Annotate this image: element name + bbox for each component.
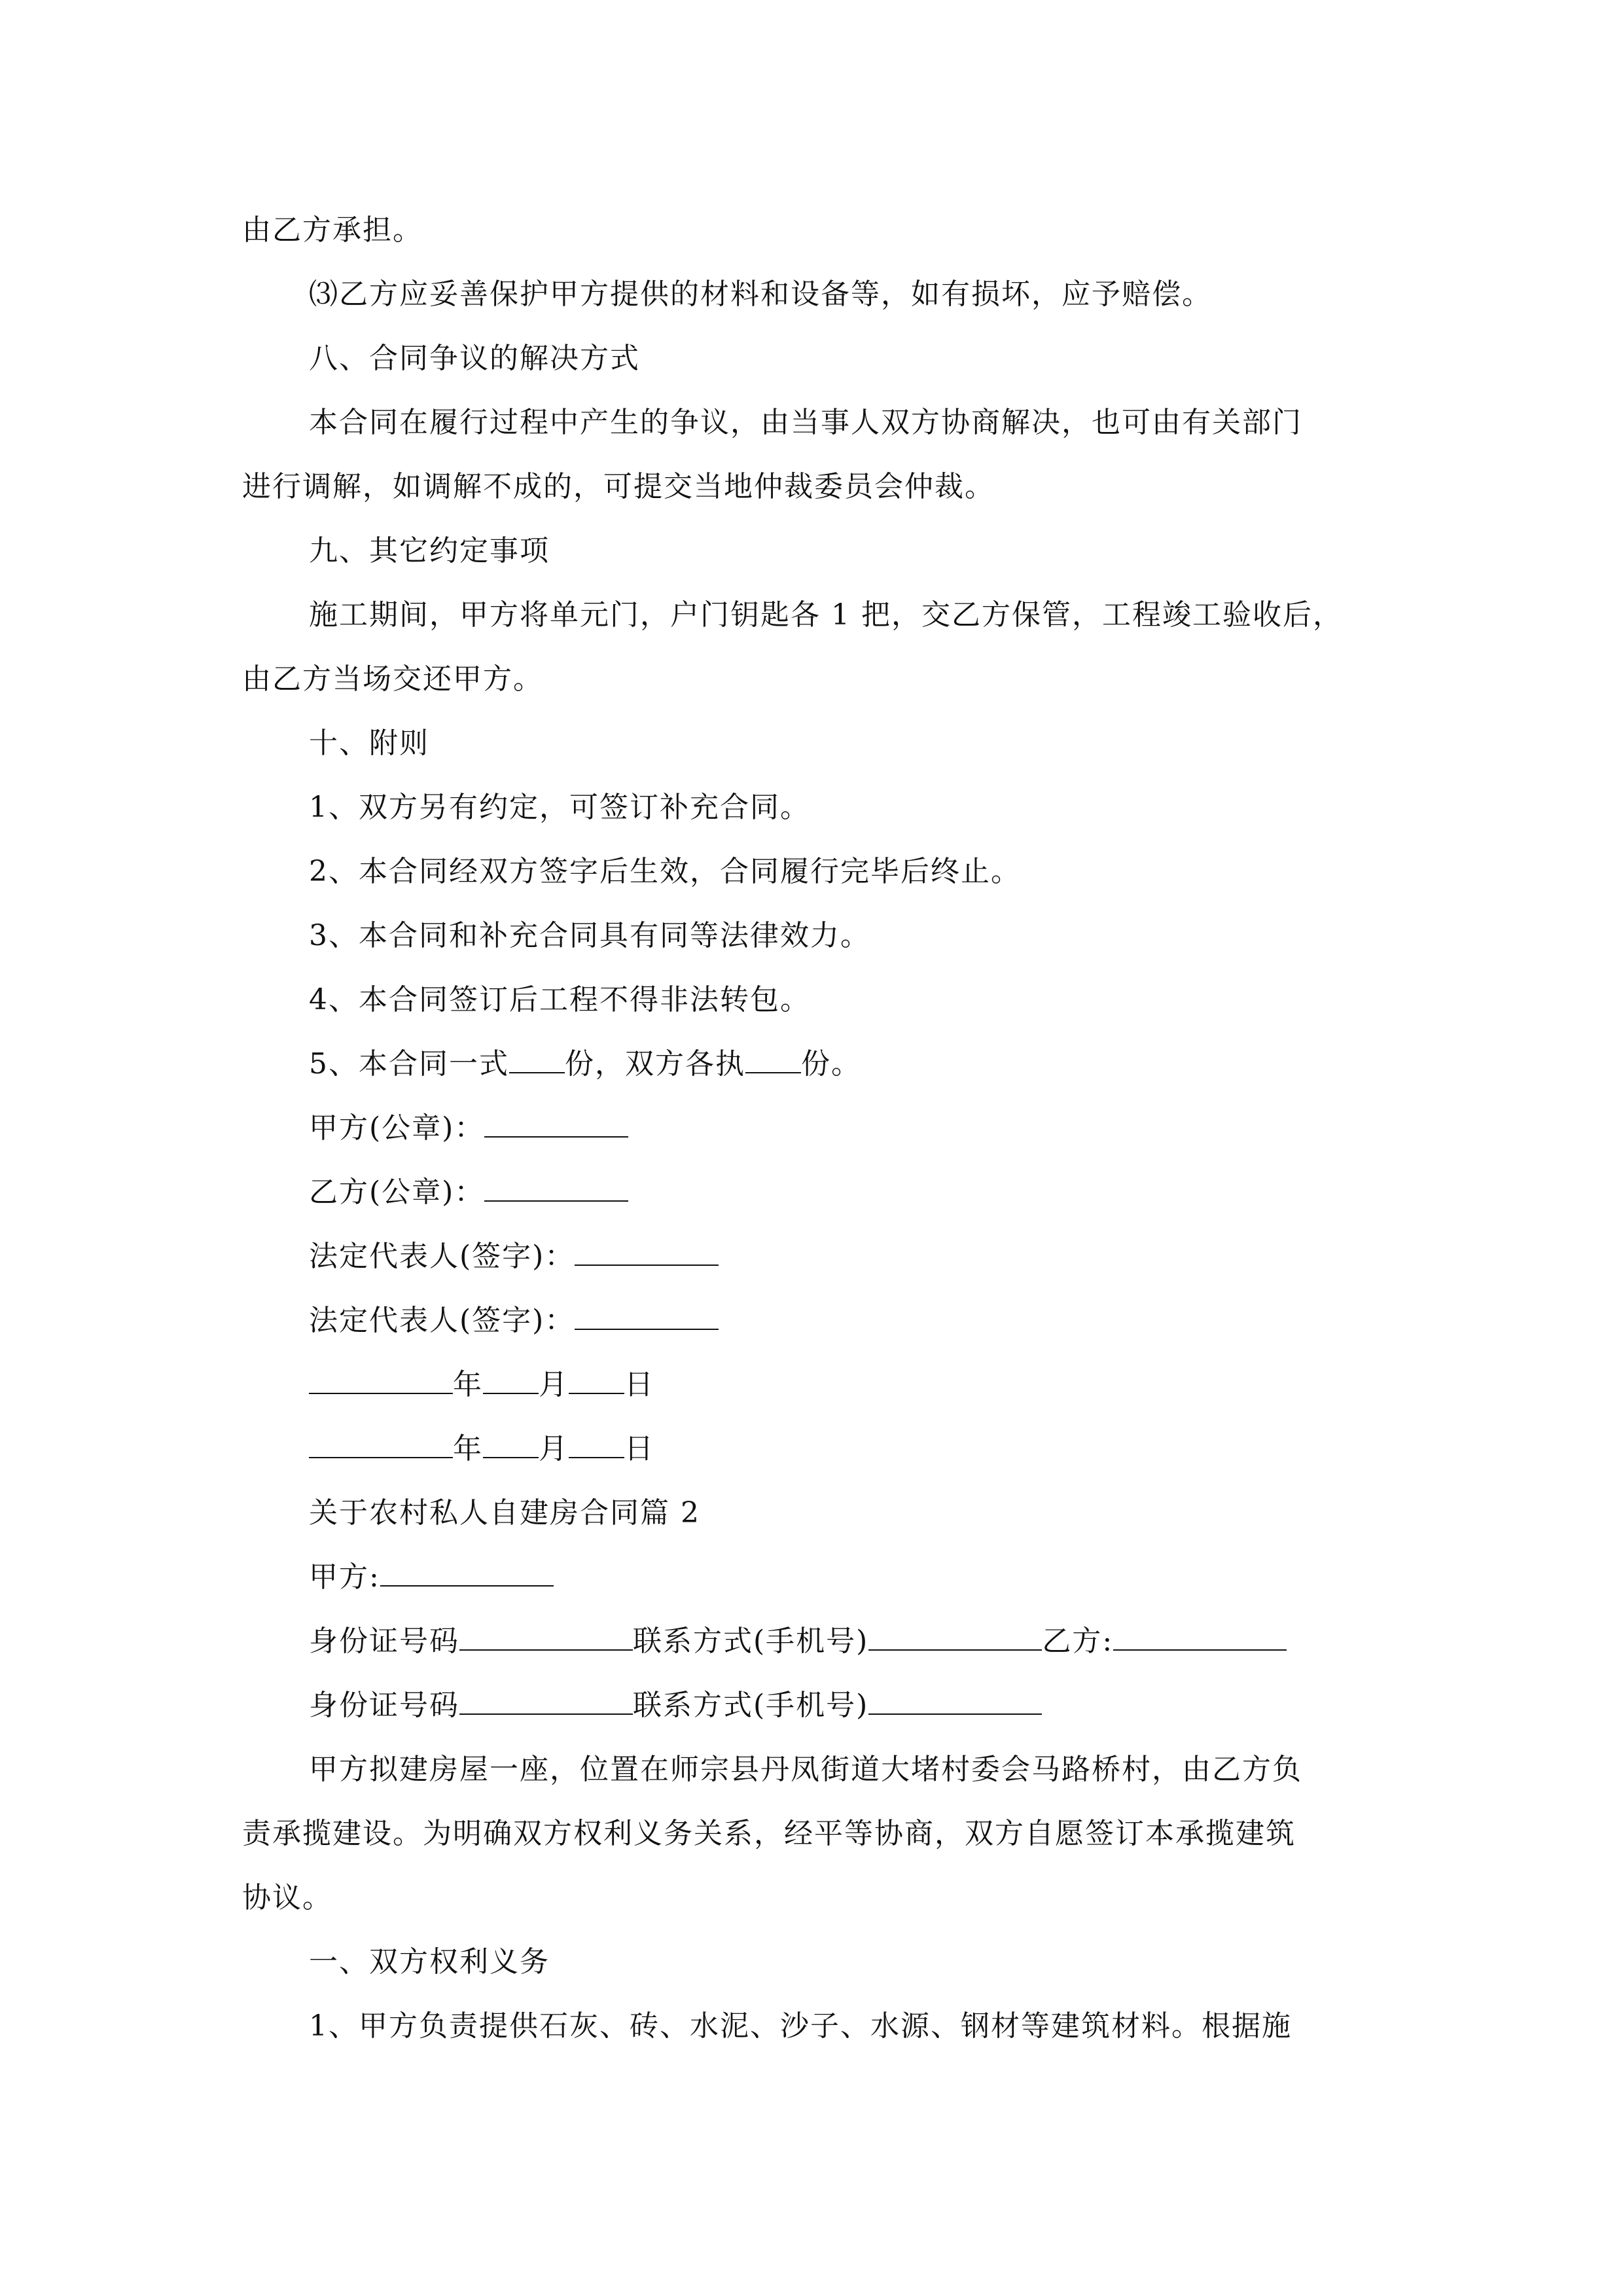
paragraph-line: 施工期间，甲方将单元门，户门钥匙各 1 把，交乙方保管，工程竣工验收后， xyxy=(309,598,1343,632)
paragraph-line: 由乙方承担。 xyxy=(242,213,423,247)
copies-text: 5、本合同一式 xyxy=(309,1047,509,1081)
contact-label: 联系方式(手机号) xyxy=(633,1624,869,1658)
signature-line-representative xyxy=(309,1237,719,1276)
year-blank xyxy=(309,1431,453,1458)
day-label: 日 xyxy=(624,1368,654,1401)
day-blank xyxy=(569,1367,624,1394)
party-a-blank xyxy=(380,1559,554,1587)
signature-label: 法定代表人(签字)： xyxy=(309,1304,575,1337)
signature-blank xyxy=(484,1110,628,1138)
day-label: 日 xyxy=(624,1432,654,1465)
paragraph-line: ⑶乙方应妥善保护甲方提供的材料和设备等，如有损坏，应予赔偿。 xyxy=(309,278,1212,311)
paragraph-line: 本合同在履行过程中产生的争议，由当事人双方协商解决，也可由有关部门 xyxy=(309,406,1302,439)
signature-line-representative xyxy=(309,1301,719,1340)
id-contact-line xyxy=(309,1622,1287,1661)
id-blank xyxy=(459,1687,633,1715)
month-blank xyxy=(483,1431,539,1458)
section-heading: 一、双方权利义务 xyxy=(309,1945,550,1979)
signature-blank xyxy=(484,1174,628,1202)
contract-title: 关于农村私人自建房合同篇 2 xyxy=(309,1496,700,1530)
list-item: 3、本合同和补充合同具有同等法律效力。 xyxy=(309,919,870,952)
date-line xyxy=(309,1429,654,1469)
signature-blank xyxy=(575,1238,719,1266)
month-label: 月 xyxy=(539,1432,569,1465)
paragraph-line: 由乙方当场交还甲方。 xyxy=(242,662,543,696)
copies-text: 份。 xyxy=(801,1047,861,1081)
list-item: 2、本合同经双方签字后生效，合同履行完毕后终止。 xyxy=(309,855,1021,888)
signature-label: 乙方(公章)： xyxy=(309,1175,485,1209)
id-blank xyxy=(459,1623,633,1651)
signature-blank xyxy=(575,1302,719,1330)
id-label: 身份证号码 xyxy=(309,1689,459,1722)
contact-blank xyxy=(868,1623,1042,1651)
signature-label: 甲方(公章)： xyxy=(309,1111,485,1145)
month-blank xyxy=(483,1367,539,1394)
paragraph-line: 责承揽建设。为明确双方权利义务关系，经平等协商，双方自愿签订本承揽建筑 xyxy=(242,1817,1296,1850)
copies-blank xyxy=(509,1046,565,1073)
signature-label: 法定代表人(签字)： xyxy=(309,1240,575,1273)
party-a-line xyxy=(309,1558,554,1597)
paragraph-line: 1、甲方负责提供石灰、砖、水泥、沙子、水源、钢材等建筑材料。根据施 xyxy=(309,2009,1292,2043)
contact-label: 联系方式(手机号) xyxy=(633,1689,869,1722)
party-a-label: 甲方: xyxy=(309,1560,380,1594)
section-heading: 九、其它约定事项 xyxy=(309,534,550,567)
signature-line-party-b xyxy=(309,1173,628,1212)
paragraph-line: 协议。 xyxy=(242,1881,332,1914)
date-line xyxy=(309,1365,654,1405)
day-blank xyxy=(569,1431,624,1458)
copies-text: 份，双方各执 xyxy=(565,1047,745,1081)
section-heading: 十、附则 xyxy=(309,726,429,760)
party-b-label: 乙方: xyxy=(1042,1624,1114,1658)
section-heading: 八、合同争议的解决方式 xyxy=(309,342,640,375)
party-b-blank xyxy=(1113,1623,1287,1651)
year-label: 年 xyxy=(453,1432,483,1465)
id-label: 身份证号码 xyxy=(309,1624,459,1658)
id-contact-line xyxy=(309,1686,1042,1725)
contact-blank xyxy=(868,1687,1042,1715)
paragraph-line: 进行调解，如调解不成的，可提交当地仲裁委员会仲裁。 xyxy=(242,470,995,503)
signature-line-party-a xyxy=(309,1109,628,1148)
list-item: 1、双方另有约定，可签订补充合同。 xyxy=(309,791,810,824)
month-label: 月 xyxy=(539,1368,569,1401)
copies-blank xyxy=(745,1046,801,1073)
year-label: 年 xyxy=(453,1368,483,1401)
list-item: 4、本合同签订后工程不得非法转包。 xyxy=(309,983,810,1016)
year-blank xyxy=(309,1367,453,1394)
paragraph-line: 甲方拟建房屋一座，位置在师宗县丹凤街道大堵村委会马路桥村，由乙方负 xyxy=(309,1753,1302,1786)
list-item-copies xyxy=(309,1045,861,1084)
